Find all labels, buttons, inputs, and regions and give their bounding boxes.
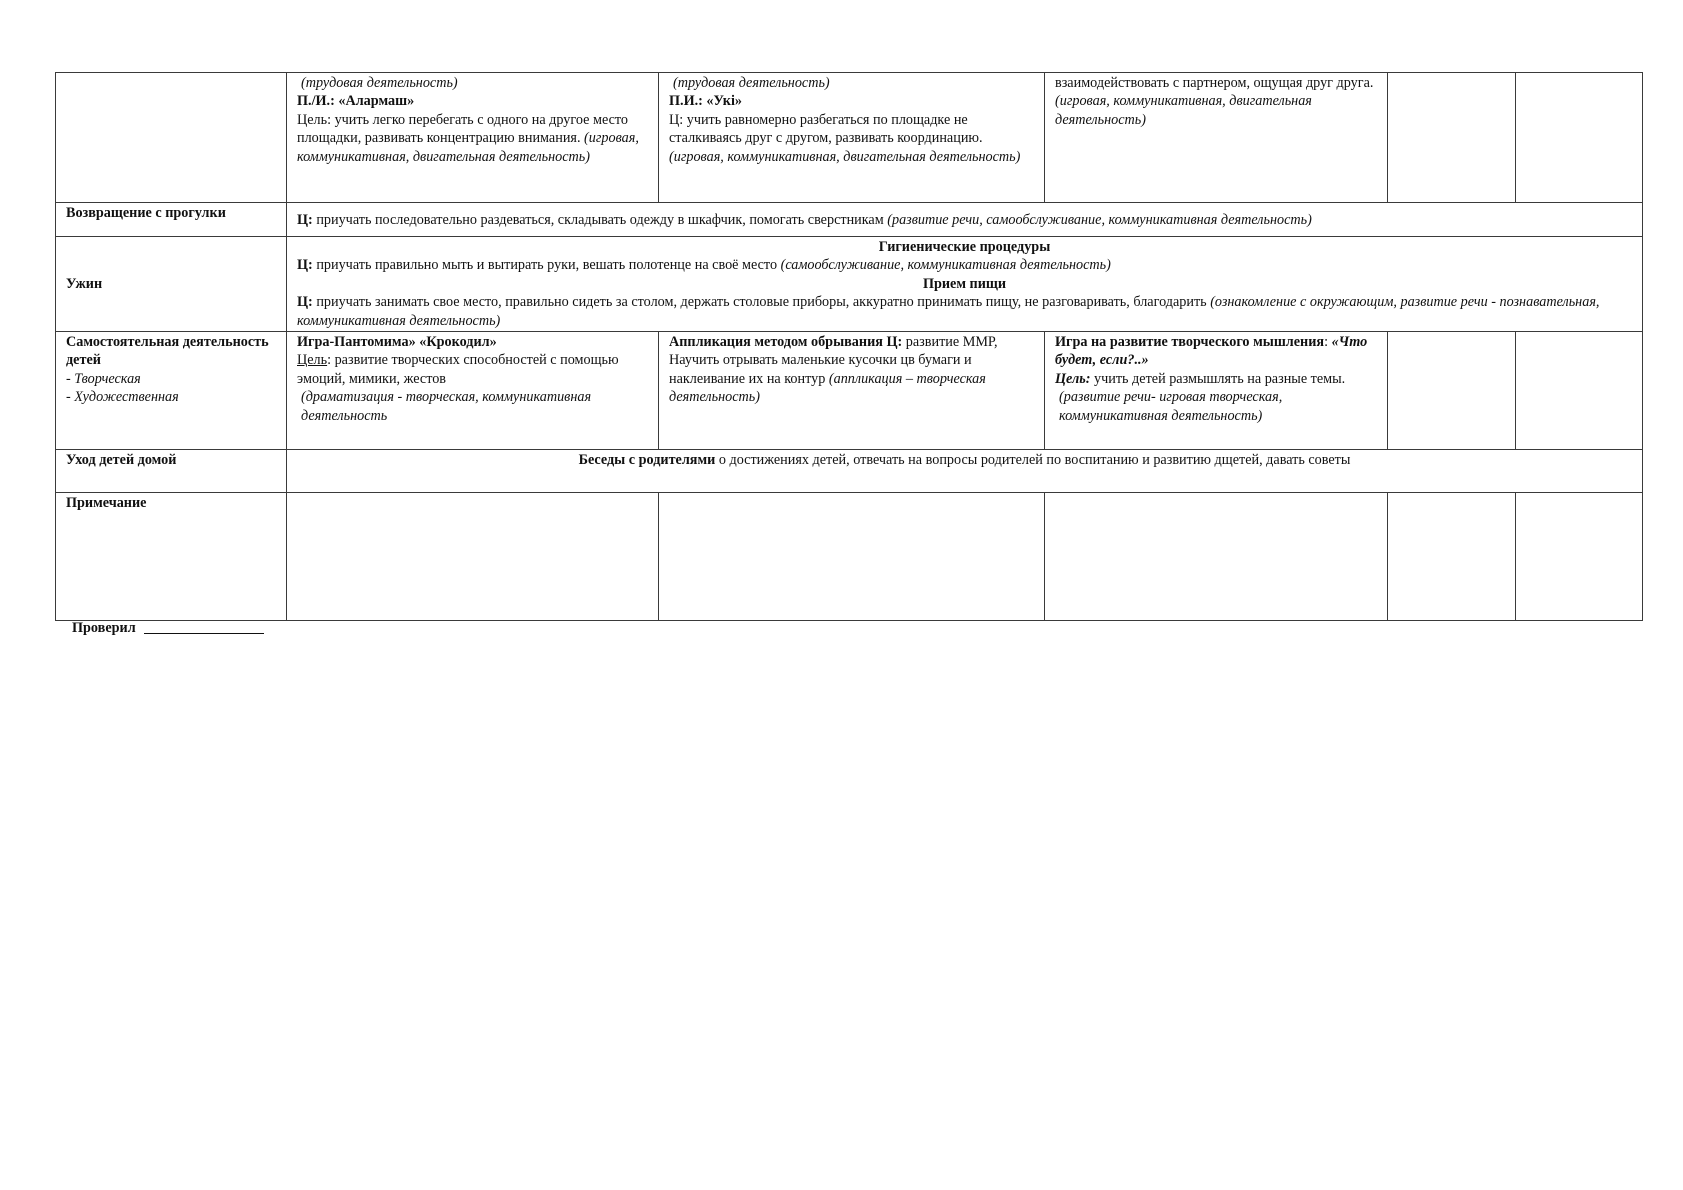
meal-activity: (ознакомление с окружающим, развитие речи - познавательная, коммуникативная деятельность) bbox=[297, 294, 1600, 329]
walk-c2-tag: (трудовая деятельность) bbox=[673, 75, 830, 91]
checked-label: Проверил bbox=[72, 620, 136, 636]
applique-title: Аппликация методом обрывания Ц: bbox=[669, 334, 903, 351]
walk-c3-activity: (игровая, коммуникативная, двигательная деятельность) bbox=[1055, 93, 1312, 128]
table-row bbox=[56, 237, 1643, 332]
pantomime-activity: (драматизация - творческая, коммуникативная деятельность bbox=[301, 389, 592, 424]
hygiene-activity: (самообслуживание, коммуникативная деятельность) bbox=[780, 257, 1111, 274]
home-text: о достижениях детей, отвечать на вопросы родителей по воспитанию и развитию дщетей, давать советы bbox=[718, 452, 1351, 469]
home-bold: Беседы с родителями bbox=[578, 452, 716, 469]
home-label: Уход детей домой bbox=[66, 452, 177, 469]
pantomime-title: Игра-Пантомима» «Крокодил» bbox=[297, 334, 497, 351]
empty-cell bbox=[1388, 332, 1516, 450]
independent-cell-3 bbox=[1045, 332, 1388, 450]
empty-cell bbox=[287, 493, 659, 621]
meal-prefix: Ц: bbox=[297, 294, 313, 311]
independent-cell-2 bbox=[659, 332, 1045, 450]
empty-cell bbox=[1388, 73, 1516, 203]
table-row bbox=[56, 73, 1643, 203]
empty-cell bbox=[1516, 493, 1643, 621]
walk-c2-goal: Ц: учить равномерно разбегаться по площадке не сталкиваясь друг с другом, развивать координацию. bbox=[669, 111, 983, 147]
creative-game-title: Игра на развитие творческого мышления bbox=[1055, 334, 1325, 351]
walk-c3-text: взаимодействовать с партнером, ощущая друг друга. bbox=[1055, 75, 1374, 91]
table-row bbox=[56, 203, 1643, 237]
pantomime-goal-label: Цель bbox=[297, 352, 328, 369]
hygiene-text: приучать правильно мыть и вытирать руки, вешать полотенце на своё место bbox=[316, 257, 778, 274]
signature-line bbox=[144, 633, 264, 634]
return-label: Возвращение с прогулки bbox=[66, 205, 226, 221]
row-label-return bbox=[56, 203, 287, 237]
empty-cell bbox=[1045, 493, 1388, 621]
meal-text: приучать занимать свое место, правильно сидеть за столом, держать столовые приборы, аккуратно принимать пищу, не разговаривать, благодарить bbox=[316, 294, 1207, 311]
return-activity: (развитие речи, самообслуживание, коммуникативная деятельность) bbox=[887, 212, 1312, 228]
walk-c1-goal: Цель: учить легко перебегать с одного на другое место площадки, развивать концентрацию внимания. bbox=[297, 111, 629, 147]
independent-label: Самостоятельная деятельность детей bbox=[66, 334, 269, 369]
table-row bbox=[56, 332, 1643, 450]
hygiene-prefix: Ц: bbox=[297, 257, 313, 274]
table-row bbox=[56, 450, 1643, 493]
empty-cell bbox=[1388, 493, 1516, 621]
row-label-independent bbox=[56, 332, 287, 450]
walk-c1-game: П./И.: «Алармаш» bbox=[297, 93, 415, 110]
applique-goal: развитие ММР, Научить отрывать маленькие кусочки цв бумаги и наклеивание их на контур bbox=[669, 334, 998, 387]
row-label-note bbox=[56, 493, 287, 621]
applique-activity: (аппликация – творческая деятельность) bbox=[669, 370, 986, 406]
return-cell bbox=[287, 203, 1643, 237]
walk-c2-activity: (игровая, коммуникативная, двигательная деятельность) bbox=[669, 148, 1021, 165]
row-label-home bbox=[56, 450, 287, 493]
daily-plan-table bbox=[55, 72, 1643, 621]
creative-goal: учить детей размышлять на разные темы. bbox=[1094, 370, 1346, 387]
empty-cell bbox=[659, 493, 1045, 621]
row-label-dinner bbox=[56, 237, 287, 332]
creative-goal-label: Цель: bbox=[1055, 370, 1091, 387]
hygiene-title: Гигиенические процедуры bbox=[878, 239, 1051, 255]
walk-c1-activity: (игровая, коммуникативная, двигательная деятельность) bbox=[297, 130, 639, 165]
return-text: приучать последовательно раздеваться, складывать одежду в шкафчик, помогать сверстникам bbox=[316, 212, 884, 228]
home-cell bbox=[287, 450, 1643, 493]
empty-cell bbox=[1516, 332, 1643, 450]
walk-cell-1 bbox=[287, 73, 659, 203]
empty-cell bbox=[1516, 73, 1643, 203]
creative-game-colon: : bbox=[1324, 334, 1329, 351]
walk-cell-2 bbox=[659, 73, 1045, 203]
independent-sub2: - Художественная bbox=[66, 389, 179, 406]
pantomime-goal: : развитие творческих способностей с помощью эмоций, мимики, жестов bbox=[297, 352, 619, 387]
table-row bbox=[56, 493, 1643, 621]
dinner-label: Ужин bbox=[66, 275, 103, 292]
meal-title: Прием пищи bbox=[922, 275, 1007, 292]
creative-game-quote: «Что будет, если?..» bbox=[1055, 334, 1368, 369]
independent-sub1: - Творческая bbox=[66, 370, 141, 387]
walk-c1-tag: (трудовая деятельность) bbox=[301, 75, 458, 91]
creative-activity: (развитие речи- игровая творческая, коммуникативная деятельность) bbox=[1059, 389, 1283, 424]
dinner-cell bbox=[287, 237, 1643, 332]
walk-c2-game: П.И.: «Укі» bbox=[669, 93, 742, 110]
row-label-empty bbox=[56, 73, 287, 203]
note-label: Примечание bbox=[66, 495, 147, 512]
return-prefix: Ц: bbox=[297, 212, 313, 228]
checked-by bbox=[72, 620, 264, 637]
walk-cell-3 bbox=[1045, 73, 1388, 203]
independent-cell-1 bbox=[287, 332, 659, 450]
